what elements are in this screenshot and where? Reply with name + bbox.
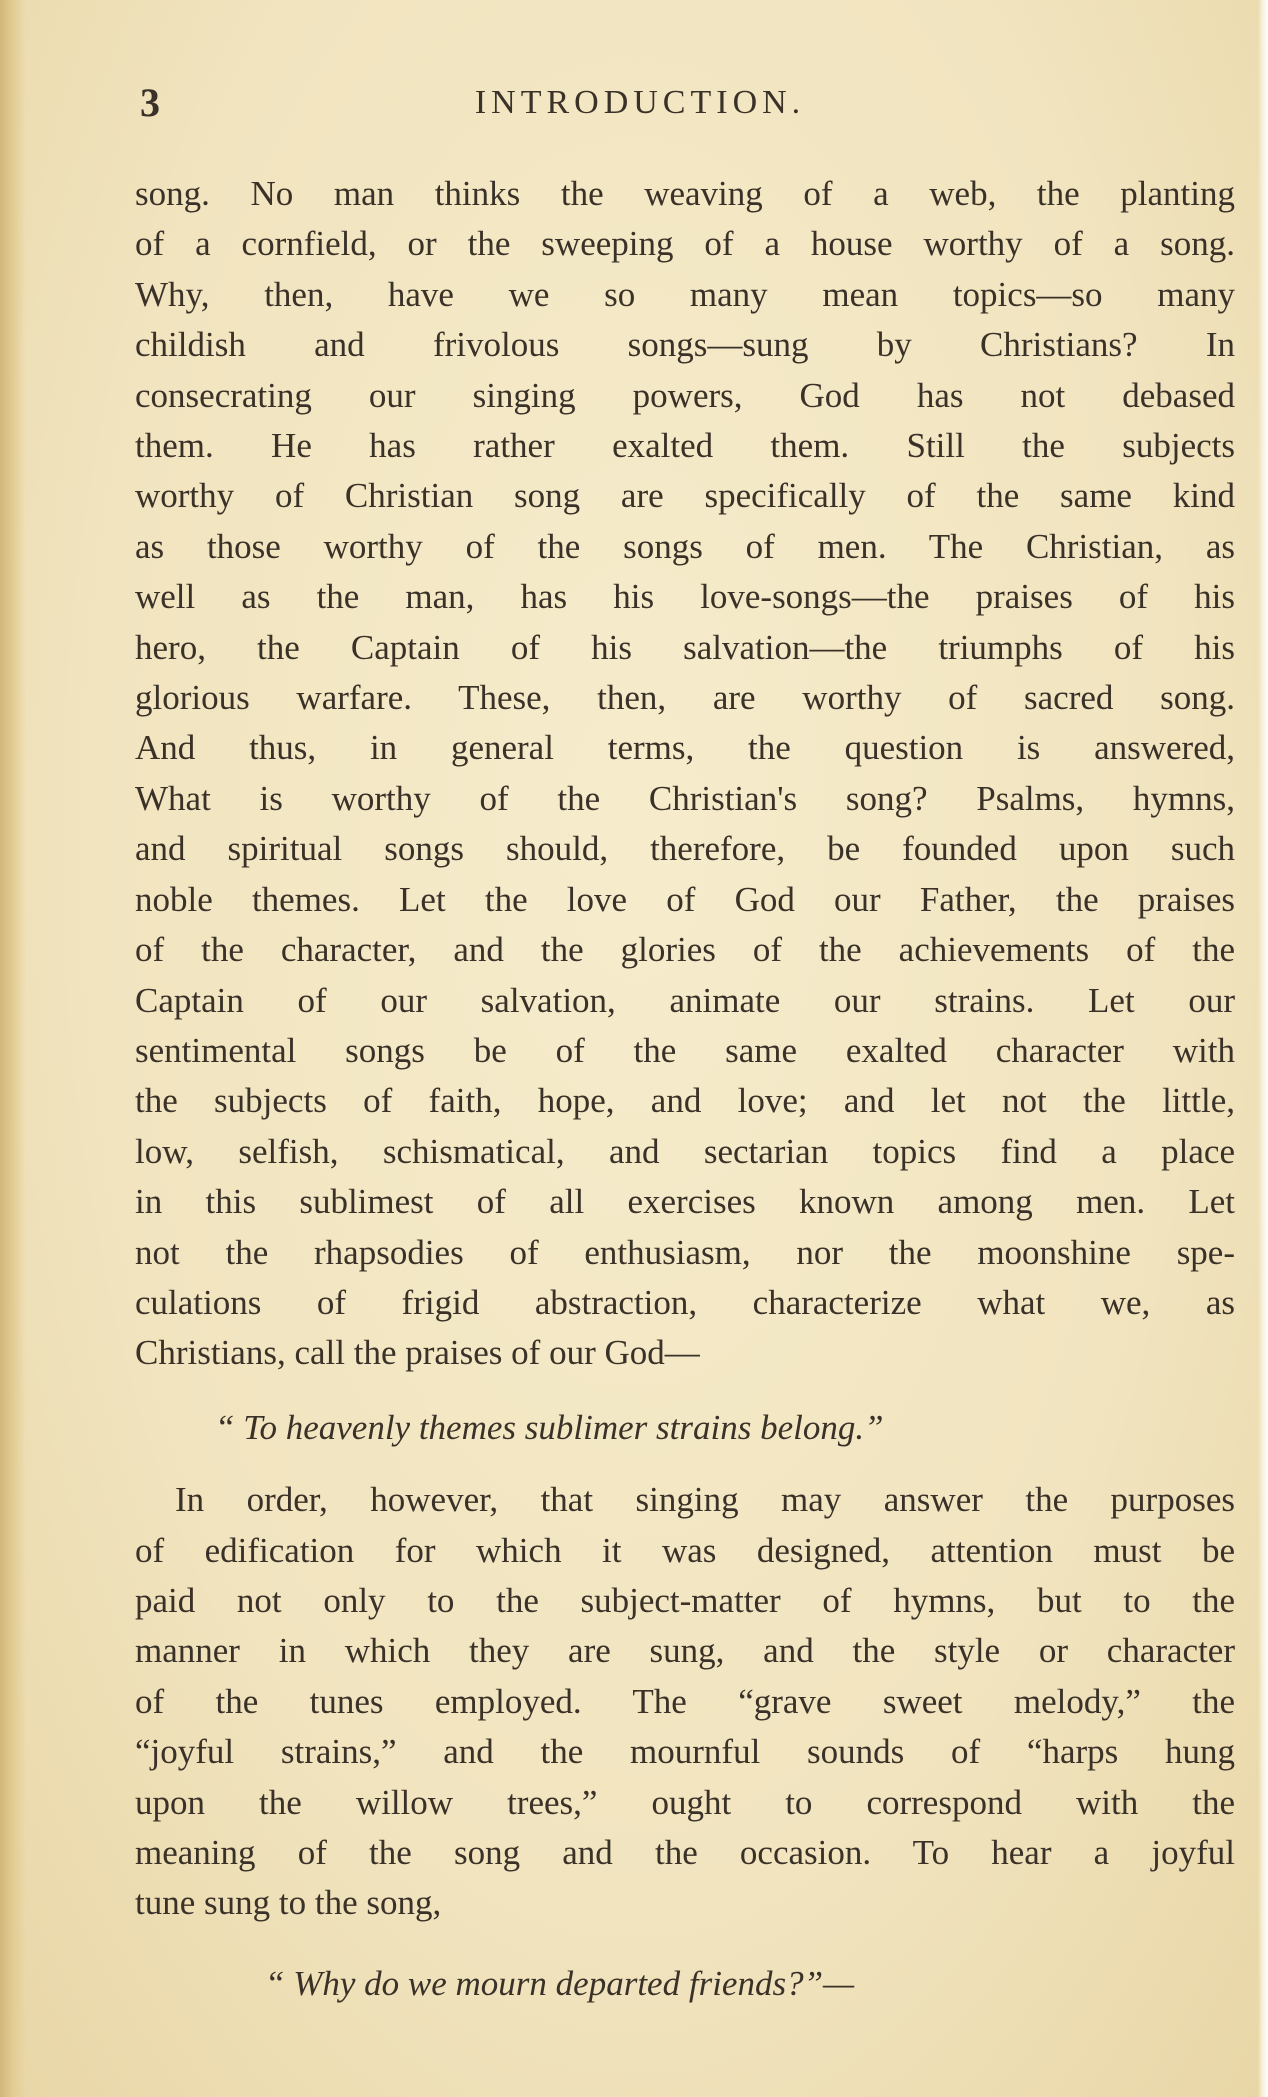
text-line: of the character, and the glories of the achievements of the	[135, 930, 1235, 970]
verse-quote: “ To heavenly themes sublimer strains belong.”	[215, 1407, 884, 1447]
text-line: and spiritual songs should, therefore, be founded upon such	[135, 829, 1235, 869]
text-line: manner in which they are sung, and the style or character	[135, 1631, 1235, 1671]
page-header	[140, 78, 1140, 128]
text-line: of the tunes employed. The “grave sweet melody,” the	[135, 1681, 1235, 1721]
text-line: worthy of Christian song are specifically of the same kind	[135, 476, 1235, 516]
text-line: sentimental songs be of the same exalted character with	[135, 1030, 1235, 1070]
text-line: of a cornfield, or the sweeping of a house worthy of a song.	[135, 224, 1235, 264]
text-line: childish and frivolous songs—sung by Christians? In	[135, 325, 1235, 365]
page-binding-edge	[0, 0, 26, 2097]
text-line: And thus, in general terms, the question is answered,	[135, 728, 1235, 768]
text-line: well as the man, has his love-songs—the praises of his	[135, 577, 1235, 617]
text-line: in this sublimest of all exercises known among men. Let	[135, 1182, 1235, 1222]
text-line: Captain of our salvation, animate our strains. Let our	[135, 980, 1235, 1020]
text-line: Why, then, have we so many mean topics—so many	[135, 274, 1235, 314]
text-line: In order, however, that singing may answer the purposes	[175, 1480, 1235, 1520]
paragraph-1	[135, 169, 1235, 1379]
page-number: 3	[140, 80, 160, 125]
paragraph-2	[135, 1475, 1235, 1929]
text-line: glorious warfare. These, then, are worthy of sacred song.	[135, 678, 1235, 718]
text-line: them. He has rather exalted them. Still the subjects	[135, 426, 1235, 466]
text-line: of edification for which it was designed, attention must be	[135, 1530, 1235, 1570]
text-line: meaning of the song and the occasion. To hear a joyful	[135, 1833, 1235, 1872]
body-text	[135, 169, 1235, 2009]
text-line: the subjects of faith, hope, and love; and let not the little,	[135, 1081, 1235, 1121]
text-line: hero, the Captain of his salvation—the triumphs of his	[135, 627, 1235, 667]
text-line: What is worthy of the Christian's song? Psalms, hymns,	[135, 778, 1235, 818]
verse-quote: “ Why do we mourn departed friends?”—	[265, 1963, 855, 2003]
text-line: tune sung to the song,	[135, 1883, 442, 1923]
running-head: INTRODUCTION.	[474, 84, 806, 121]
text-line: noble themes. Let the love of God our Father, the praises	[135, 879, 1235, 919]
text-line: paid not only to the subject-matter of hymns, but to the	[135, 1580, 1235, 1620]
page-right-edge	[1258, 0, 1268, 2097]
text-line: not the rhapsodies of enthusiasm, nor the moonshine spe-	[135, 1232, 1235, 1272]
text-line: low, selfish, schismatical, and sectarian topics find a place	[135, 1131, 1235, 1171]
text-line: Christians, call the praises of our God—	[135, 1333, 700, 1373]
text-line: as those worthy of the songs of men. The Christian, as	[135, 526, 1235, 566]
text-line: culations of frigid abstraction, characterize what we, as	[135, 1282, 1235, 1322]
text-line: consecrating our singing powers, God has not debased	[135, 375, 1235, 415]
text-line: song. No man thinks the weaving of a web, the planting	[135, 174, 1235, 213]
text-line: upon the willow trees,” ought to correspond with the	[135, 1782, 1235, 1822]
text-line: “joyful strains,” and the mournful sounds of “harps hung	[135, 1732, 1235, 1772]
